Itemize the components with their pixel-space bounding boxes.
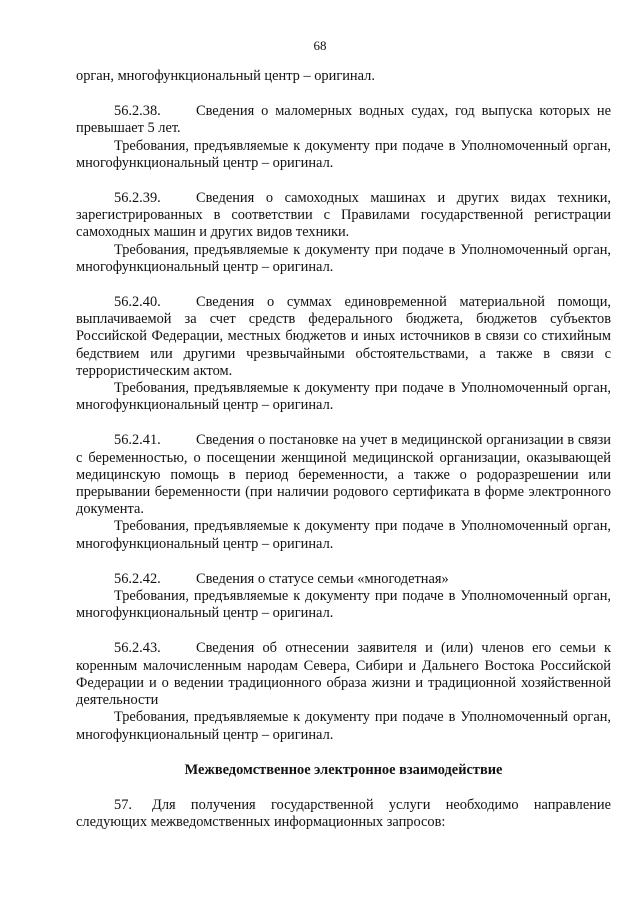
page-number: 68 <box>313 38 327 53</box>
item-number: 56.2.42. <box>114 570 161 587</box>
item-text: Сведения о маломерных водных судах, год выпуска которых не превышает 5 лет. <box>76 103 611 137</box>
requirement-paragraph: Требования, предъявляемые к документу при подаче в Уполномоченный орган, многофункциональный центр – оригинал. <box>76 380 611 414</box>
item-56-2-40 <box>76 294 611 380</box>
lead-paragraph: орган, многофункциональный центр – оригинал. <box>76 68 375 84</box>
item-number: 56.2.39. <box>114 190 161 207</box>
requirement-paragraph: Требования, предъявляемые к документу при подаче в Уполномоченный орган, многофункциональный центр – оригинал. <box>76 709 611 743</box>
item-number: 56.2.38. <box>114 103 161 120</box>
item-number: 57. <box>114 796 132 813</box>
item-text: Для получения государственной услуги необходимо направление следующих межведомственных информационных запросов: <box>76 796 611 831</box>
item-57 <box>76 797 611 831</box>
requirement-paragraph: Требования, предъявляемые к документу при подаче в Уполномоченный орган, многофункциональный центр – оригинал. <box>76 588 611 622</box>
item-number: 56.2.43. <box>114 640 161 657</box>
item-number: 56.2.41. <box>114 432 161 449</box>
item-text: Сведения о статусе семьи «многодетная» <box>196 570 449 587</box>
item-56-2-39 <box>76 190 611 242</box>
requirement-paragraph: Требования, предъявляемые к документу при подаче в Уполномоченный орган, многофункциональный центр – оригинал. <box>76 241 611 275</box>
requirement-paragraph: Требования, предъявляемые к документу при подаче в Уполномоченный орган, многофункциональный центр – оригинал. <box>76 137 611 171</box>
item-56-2-42 <box>76 571 611 588</box>
item-56-2-41 <box>76 432 611 518</box>
requirement-paragraph: Требования, предъявляемые к документу при подаче в Уполномоченный орган, многофункциональный центр – оригинал. <box>76 518 611 552</box>
item-56-2-38 <box>76 103 611 137</box>
item-text: Сведения о самоходных машинах и других видах техники, зарегистрированных в соответствии с Правилами государственной регистрации самоходных машин и других видов техники. <box>76 190 611 241</box>
item-text: Сведения о суммах единовременной материальной помощи, выплачиваемой за счет средств федерального бюджета, бюджетов субъектов Российской Федерации, местных бюджетов и иных источников в связи со стихийным бедствием или другими чрезвычайными обстоятельствами, а также в связи с террористическим актом. <box>76 294 611 379</box>
item-text: Сведения о постановке на учет в медицинской организации в связи с беременностью, о посещении женщиной медицинской организации, оказывающей медицинскую помощь в период беременности, а также о родоразрешении или прерывании беременности (при наличии родового сертификата в форме электронного документа. <box>76 432 611 518</box>
item-number: 56.2.40. <box>114 294 161 311</box>
item-56-2-43 <box>76 640 611 709</box>
item-text: Сведения об отнесении заявителя и (или) членов его семьи к коренным малочисленным народам Севера, Сибири и Дальнего Востока Российской Федерации и о ведении традиционного образа жизни и традиционной хозяйственной деятельности <box>76 640 611 709</box>
page-content <box>76 68 611 831</box>
section-heading: Межведомственное электронное взаимодействие <box>184 761 503 778</box>
